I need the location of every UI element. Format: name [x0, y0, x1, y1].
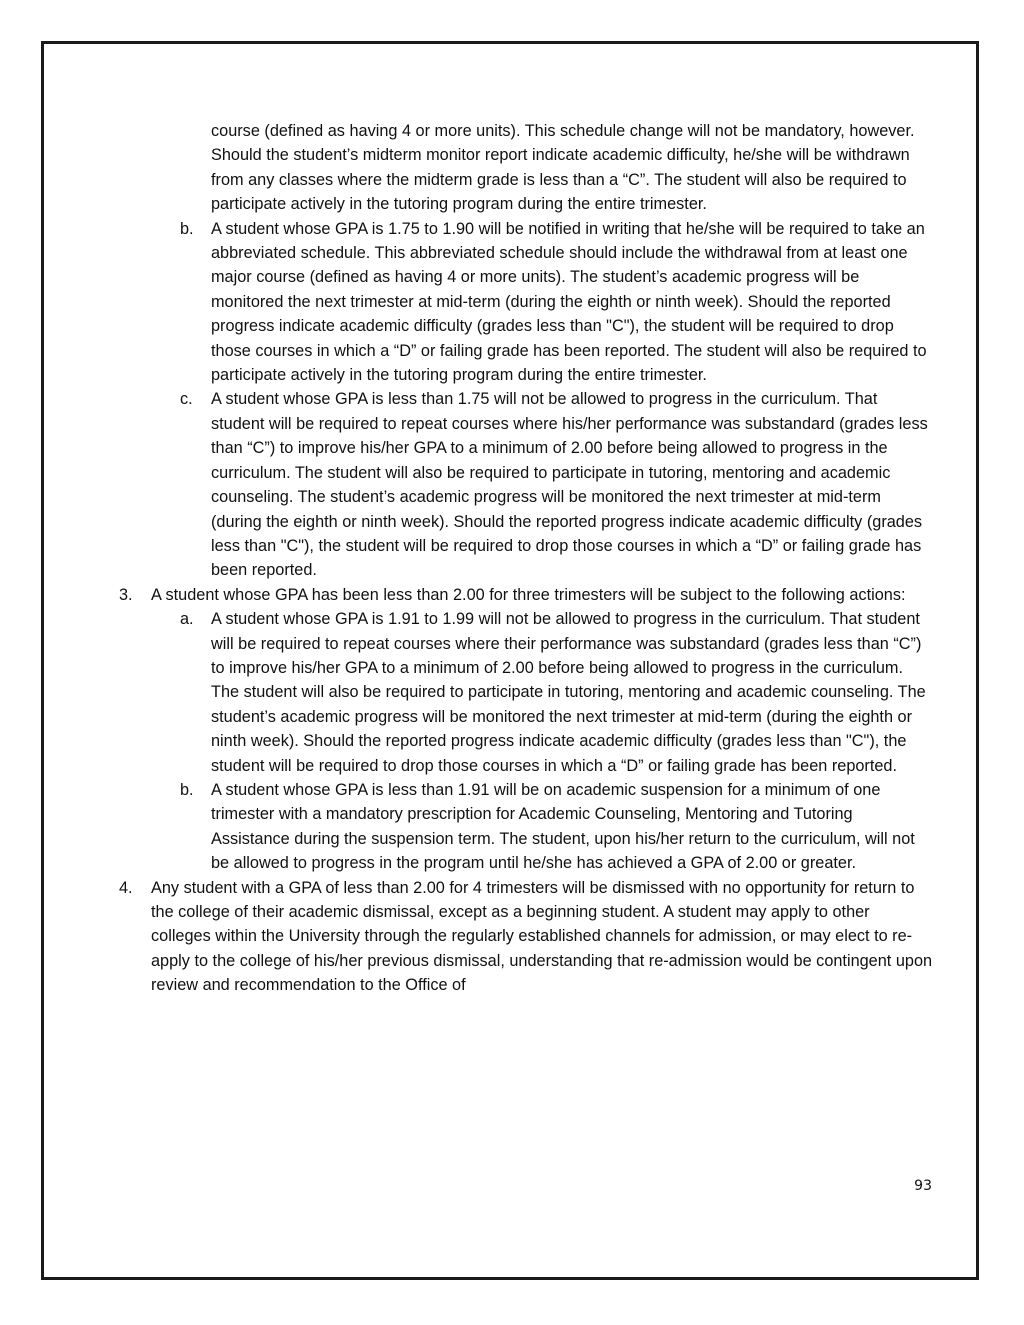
- list-item-text: A student whose GPA is 1.75 to 1.90 will be notified in writing that he/she will be required to take an abbreviated schedule. This abbreviated schedule should include the withdrawal from at least one major course (defined as having 4 or more units). The student’s academic progress will be monitored the next trimester at mid-term (during the eighth or ninth week). Should the reported progress indicate academic difficulty (grades less than "C"), the student will be required to drop those courses in which a “D” or failing grade has been reported. The student will also be required to participate actively in the tutoring program during the entire trimester.: [211, 219, 927, 385]
- list-item-3a: [180, 607, 933, 778]
- list-item-text: A student whose GPA is less than 1.75 will not be allowed to progress in the curriculum. That student will be required to repeat courses where his/her performance was substandard (grades less than “C”) to improve his/her GPA to a minimum of 2.00 before being allowed to progress in the curriculum. The student will also be required to participate in tutoring, mentoring and academic counseling. The student’s academic progress will be monitored the next trimester at mid-term (during the eighth or ninth week). Should the reported progress indicate academic difficulty (grades less than "C"), the student will be required to drop those courses in which a “D” or failing grade has been reported.: [211, 390, 928, 580]
- list-item-text: A student whose GPA is less than 1.91 will be on academic suspension for a minimum of one trimester with a mandatory prescription for Academic Counseling, Mentoring and Tutoring Assistance during the suspension term. The student, upon his/her return to the curriculum, will not be allowed to progress in the program until he/she has achieved a GPA of 2.00 or greater.: [211, 780, 915, 873]
- list-marker: a.: [180, 610, 194, 629]
- list-item-3b: [180, 778, 933, 876]
- continuation-paragraph: course (defined as having 4 or more units). This schedule change will not be mandatory, however. Should the student’s midterm monitor report indicate academic difficulty, he/she will be withdrawn from any classes where the midterm grade is less than a “C”. The student will also be required to participate actively in the tutoring program during the entire trimester.: [211, 122, 915, 214]
- list-marker: 3.: [119, 585, 133, 604]
- list-item-2c: [180, 387, 933, 582]
- list-item-text: A student whose GPA has been less than 2.00 for three trimesters will be subject to the following actions:: [151, 585, 906, 604]
- list-item-4: [119, 876, 933, 998]
- document-body: [0, 119, 1024, 998]
- list-marker: b.: [180, 219, 194, 238]
- list-item-text: Any student with a GPA of less than 2.00 for 4 trimesters will be dismissed with no opportunity for return to the college of their academic dismissal, except as a beginning student. A student may apply to other colleges within the University through the regularly established channels for admission, or may elect to re-apply to the college of his/her previous dismissal, understanding that re-admission would be contingent upon review and recommendation to the Office of: [151, 878, 933, 995]
- list-marker: c.: [180, 390, 193, 409]
- list-marker: 4.: [119, 878, 133, 897]
- list-item-3: [119, 583, 933, 607]
- list-item-2b: [180, 217, 933, 388]
- list-item-text: A student whose GPA is 1.91 to 1.99 will not be allowed to progress in the curriculum. That student will be required to repeat courses where their performance was substandard (grades less than “C”) to improve his/her GPA to a minimum of 2.00 before being allowed to progress in the curriculum. The student will also be required to participate in tutoring, mentoring and academic counseling. The student’s academic progress will be monitored the next trimester at mid-term (during the eighth or ninth week). Should the reported progress indicate academic difficulty (grades less than "C"), the student will be required to drop those courses in which a “D” or failing grade has been reported.: [211, 610, 926, 775]
- list-marker: b.: [180, 780, 194, 799]
- page-number: 93: [914, 1178, 932, 1194]
